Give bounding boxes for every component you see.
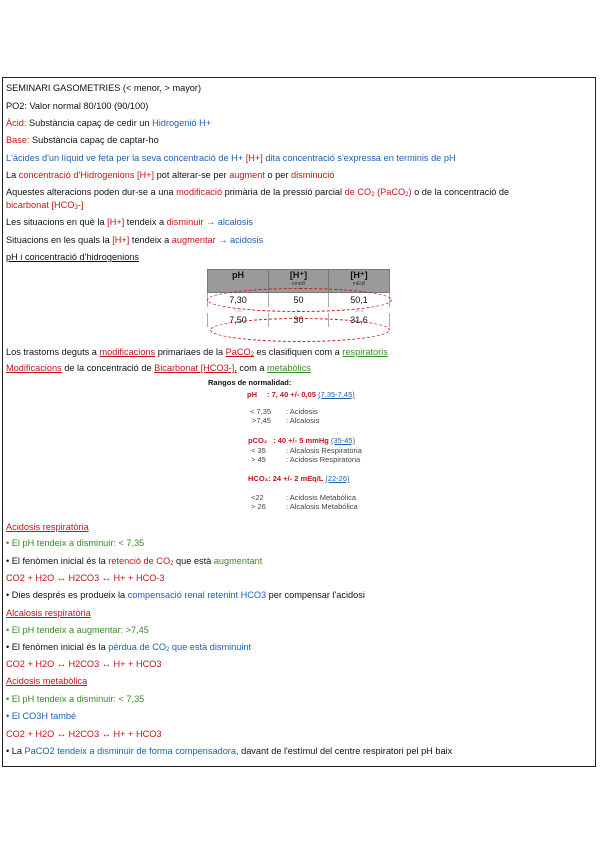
acidity-line: L'àcides d'un líquid ve feta per la seva concentració de H+ [H+] dita concentració s'expressa en terminis de pH <box>6 153 456 163</box>
hco3-range-line: HCO₃: 24 +/- 2 mEq/L (22-26) <box>248 474 350 483</box>
ph-range-line: pH : 7, 40 +/- 0,05 (7,35-7,45) <box>247 390 355 399</box>
section-title-met-acidosis: Acidosis metabòlica <box>6 676 88 686</box>
table-row: 7,50 30 31,6 <box>208 313 390 327</box>
table-row: 7,30 50 50,1 <box>208 293 390 308</box>
list-item: • El pH tendeix a disminuir: < 7,35 <box>6 694 145 704</box>
list-item: • El fenòmen inicial és la pérdua de $CO_2$ que està disminuint <box>6 642 252 653</box>
table-row: 7,40 40 39,8 <box>234 307 363 313</box>
h-nmol-header: [H⁺] nmol/l <box>268 270 328 293</box>
list-item: • El pH tendeix a augmentar: >7,45 <box>6 625 149 635</box>
alterations-line: Aquestes alteracions poden dur-se a una modificació primària de la pressió parcial de $CO_2$ (PaCO$_2$) o de la concentració de <box>6 187 510 198</box>
doc-title: SEMINARI GASOMETRIES (< menor, > mayor) <box>6 83 202 93</box>
section-title-resp-acidosis: Acidosis respiratòria <box>6 522 89 532</box>
highlight-ellipse <box>207 288 392 312</box>
pco2-range-line: pCO₂ : 40 +/- 5 mmHg (35-45) <box>248 436 356 445</box>
equation: CO2 + H2O ↔ H2CO3 ↔ H+ + HCO-3 <box>6 573 165 583</box>
modifications-line: Modificacions de la concentració de Bicarbonat [HCO3-], com a metabòlics <box>6 363 311 373</box>
disorders-line: Los trastorns deguts a modificacions primariaes de la PaCO$_2$ es clasifiquen com a respiratoris <box>6 347 388 358</box>
po2-line: PO2: Valor normal 80/100 (90/100) <box>6 101 149 111</box>
highlight-ellipse <box>210 318 390 342</box>
section-title-resp-alkalosis: Alcalosis respiratòria <box>6 608 91 618</box>
acidosis-line: Situacions en les quals la [H+] tendeix a augmentar → acidosis <box>6 235 264 245</box>
alkalosis-line: Les situacions en què la [H+] tendeix a disminuir → alcalosis <box>6 217 253 227</box>
list-item: • El CO3H també <box>6 711 77 721</box>
list-item: • La PaCO2 tendeix a disminuir de forma compensadora, davant de l'estímul del centre respiratori pel pH baix <box>6 746 453 756</box>
equation: CO2 + H2O ↔ H2CO3 ↔ H+ + HCO3 <box>6 729 162 739</box>
list-item: • Dies després es produeix la compensació renal retenint HCO3 per compensar l'acidosi <box>6 590 365 600</box>
ranges-title: Rangos de normalidad: <box>208 378 292 387</box>
list-item: • El pH tendeix a disminuir: < 7,35 <box>6 538 145 548</box>
equation: CO2 + H2O ↔ H2CO3 ↔ H+ + HCO3 <box>6 659 162 669</box>
list-item: • El fenòmen inicial és la retenció de $CO_2$ que està augmentant <box>6 556 263 567</box>
ph-section-title: pH i concentració d'hidrogenions <box>6 252 140 262</box>
alterations-line-2: bicarbonat $[HCO_3-]$ <box>6 200 84 211</box>
h-meq-header: [H⁺] mEq/l <box>329 270 390 293</box>
ph-header: pH <box>208 270 269 293</box>
acid-definition: Àcid: Substància capaç de cedir un Hidrogenió H+ <box>6 118 212 128</box>
base-definition: Base: Substància capaç de captar-ho <box>6 135 159 145</box>
concentration-line: La concentració d'Hidrogenions [H+] pot alterar-se per augment o per disminució <box>6 170 335 180</box>
